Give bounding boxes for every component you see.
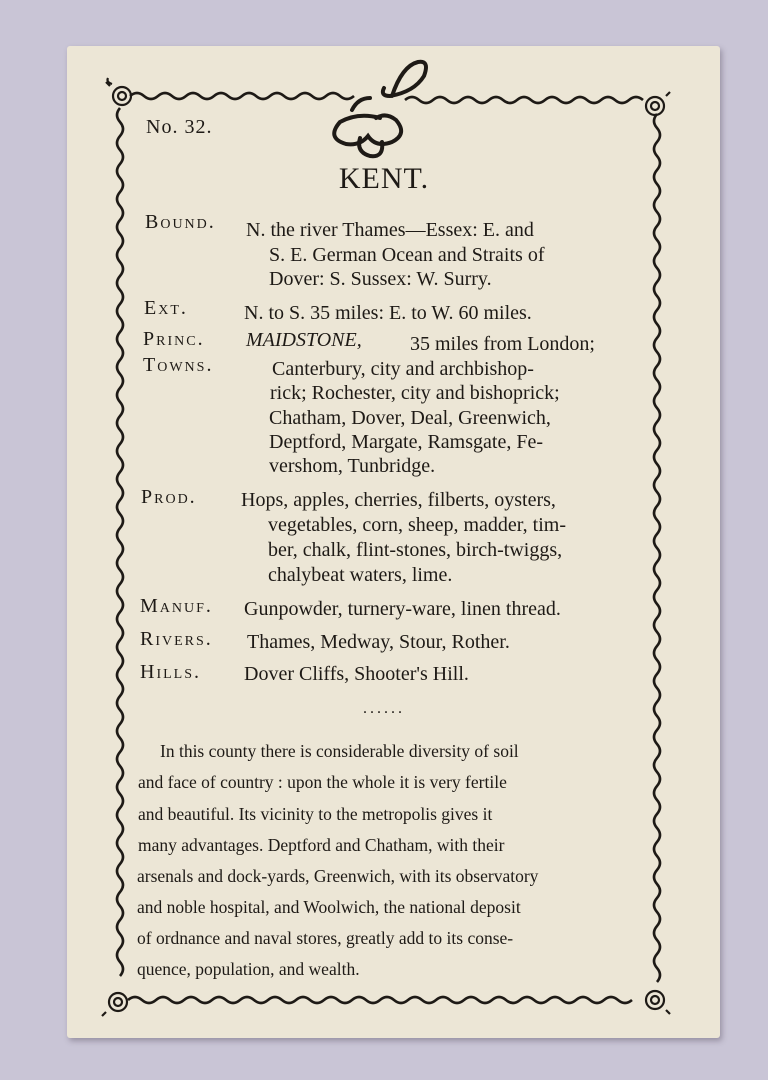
corner-ornament-bottom-right: [646, 991, 670, 1014]
paragraph-line-8: quence, population, and wealth.: [137, 959, 360, 979]
hills-line-1: Dover Cliffs, Shooter's Hill.: [244, 663, 469, 685]
manuf-line-1: Gunpowder, turnery-ware, linen thread.: [244, 598, 561, 620]
paragraph-line-2: and face of country : upon the whole it is very fertile: [138, 772, 507, 792]
label-princ: Princ.: [143, 328, 205, 350]
paragraph-line-3: and beautiful. Its vicinity to the metropolis gives it: [138, 804, 493, 824]
label-towns: Towns.: [143, 354, 214, 376]
towns-line-3: rick; Rochester, city and bishoprick;: [270, 382, 560, 404]
prod-line-4: chalybeat waters, lime.: [268, 564, 453, 586]
corner-ornament-bottom-left: [102, 993, 127, 1016]
label-bound: Bound.: [145, 211, 216, 233]
towns-line-6: vershom, Tunbridge.: [269, 455, 436, 477]
card-number: No. 32.: [146, 116, 213, 138]
corner-ornament-top-right: [646, 92, 670, 115]
towns-line-4: Chatham, Dover, Deal, Greenwich,: [269, 407, 551, 429]
paragraph-line-1: In this county there is considerable diversity of soil: [160, 741, 519, 761]
bound-line-2: S. E. German Ocean and Straits of: [269, 244, 545, 266]
label-manuf: Manuf.: [140, 595, 213, 617]
corner-ornament-top-left: [106, 78, 131, 105]
prod-line-1: Hops, apples, cherries, filberts, oysters,: [241, 489, 556, 511]
towns-line-5: Deptford, Margate, Ramsgate, Fe-: [269, 431, 543, 453]
ink-monogram: [334, 62, 426, 156]
towns-line-1: 35 miles from London;: [410, 333, 595, 355]
county-title: KENT.: [338, 162, 430, 195]
border-left: [117, 108, 123, 976]
border-bottom: [128, 997, 632, 1003]
paragraph-line-6: and noble hospital, and Woolwich, the national deposit: [137, 897, 521, 917]
paragraph-line-4: many advantages. Deptford and Chatham, with their: [138, 835, 505, 855]
label-rivers: Rivers.: [140, 628, 213, 650]
prod-line-2: vegetables, corn, sheep, madder, tim-: [268, 514, 566, 536]
label-ext: Ext.: [144, 297, 188, 319]
towns-line-2: Canterbury, city and archbishop-: [272, 358, 534, 380]
label-hills: Hills.: [140, 661, 201, 683]
label-prod: Prod.: [141, 486, 197, 508]
bound-line-1: N. the river Thames—Essex: E. and: [246, 219, 534, 241]
rivers-line-1: Thames, Medway, Stour, Rother.: [247, 631, 510, 653]
ext-line-1: N. to S. 35 miles: E. to W. 60 miles.: [244, 302, 532, 324]
paragraph-line-7: of ordnance and naval stores, greatly add to its conse-: [137, 928, 514, 948]
separator-dots: ......: [363, 700, 405, 717]
prod-line-3: ber, chalk, flint-stones, birch-twiggs,: [268, 539, 563, 561]
capital-town: MAIDSTONE,: [246, 329, 362, 351]
border-right: [654, 114, 660, 982]
paragraph-line-5: arsenals and dock-yards, Greenwich, with its observatory: [137, 866, 539, 886]
bound-line-3: Dover: S. Sussex: W. Surry.: [269, 268, 492, 290]
